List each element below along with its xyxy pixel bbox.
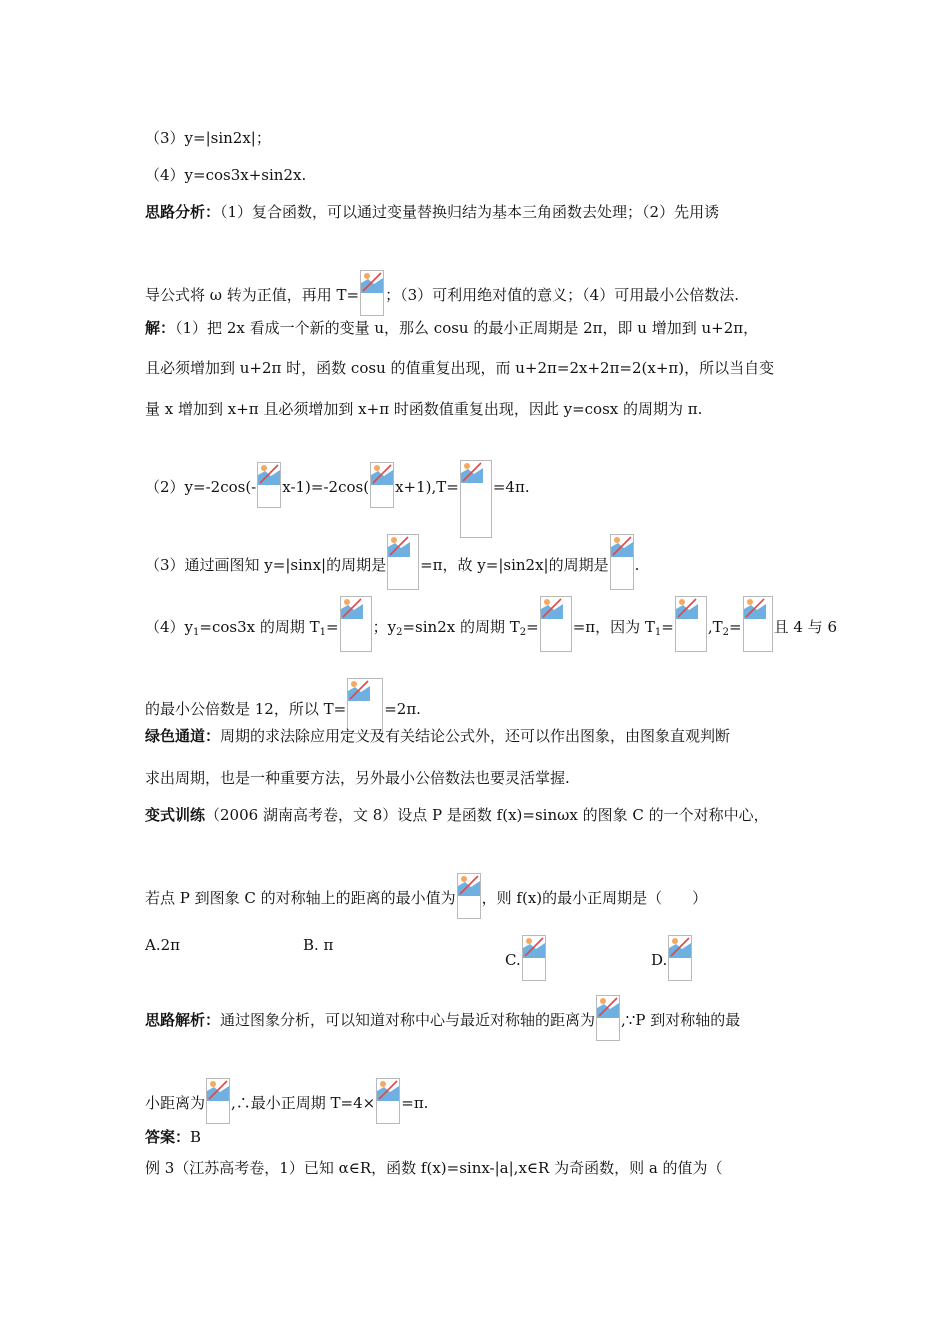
solution-line <box>145 318 758 338</box>
subscript: 2 <box>519 627 527 638</box>
text-span: =π. <box>401 1094 429 1112</box>
section-label: 思路解析： <box>145 1011 221 1029</box>
text-line <box>145 1078 428 1124</box>
text-span: = <box>729 618 742 636</box>
option-c <box>505 935 547 981</box>
tip-line <box>145 726 730 746</box>
text-span: ；y <box>372 618 397 636</box>
formula-image-icon <box>257 462 281 508</box>
text-span: ,∵P 到对称轴的最 <box>621 1011 741 1029</box>
text-line <box>145 460 530 538</box>
text-line: 求出周期，也是一种重要方法，另外最小公倍数法也要灵活掌握. <box>145 769 570 787</box>
formula-image-icon <box>522 935 546 981</box>
text-line <box>145 270 739 316</box>
text-line: （3）y=|sin2x|； <box>145 129 271 147</box>
text-line <box>145 534 639 590</box>
formula-image-icon <box>596 995 620 1041</box>
text-span: （3）通过画图知 y=|sinx|的周期是 <box>145 556 387 574</box>
exercise-line <box>145 805 769 825</box>
text-span: =π，因为 T <box>572 618 655 636</box>
text-span: 周期的求法除应用定义及有关结论公式外，还可以作出图象，由图象直观判断 <box>220 727 731 745</box>
text-span: 通过图象分析，可以知道对称中心与最近对称轴的距离为 <box>220 1011 596 1029</box>
text-span: =cos3x 的周期 T <box>199 618 320 636</box>
text-span: 的最小公倍数是 12，所以 T= <box>145 700 347 718</box>
text-span: （1）复合函数，可以通过变量替换归结为基本三角函数去处理；（2）先用诱 <box>220 203 720 221</box>
subscript: 1 <box>654 627 662 638</box>
text-span: = <box>661 618 674 636</box>
section-label: 答案： <box>145 1128 191 1146</box>
option-b: B. π <box>303 936 334 954</box>
formula-image-icon <box>376 1078 400 1124</box>
text-span: （2006 湖南高考卷，文 8）设点 P 是函数 f(x)=sinωx 的图象 C 的一个对称中心， <box>205 806 769 824</box>
text-line: （4）y=cos3x+sin2x. <box>145 166 307 184</box>
text-span: 且 4 与 6 <box>773 618 837 636</box>
section-label: 解： <box>145 319 176 337</box>
text-span: =sin2x 的周期 T <box>402 618 520 636</box>
text-line: 量 x 增加到 x+π 且必须增加到 x+π 时函数值重复出现，因此 y=cosx 的周期为 π. <box>145 400 703 418</box>
formula-image-icon <box>675 596 707 652</box>
text-span: （2）y=-2cos(- <box>145 478 257 496</box>
formula-image-icon <box>460 460 492 538</box>
text-span: B <box>190 1128 202 1146</box>
text-span: . <box>634 556 640 574</box>
option-d <box>651 935 693 981</box>
formula-image-icon <box>540 596 572 652</box>
option-a: A.2π <box>145 936 181 954</box>
section-label: 绿色通道： <box>145 727 221 745</box>
text-span: =2π. <box>384 700 421 718</box>
text-span: ,T <box>707 618 723 636</box>
subscript: 1 <box>193 627 200 638</box>
formula-image-icon <box>457 873 481 919</box>
analysis-line <box>145 202 719 222</box>
text-span: 若点 P 到图象 C 的对称轴上的距离的最小值为 <box>145 889 456 907</box>
text-span: = <box>526 618 539 636</box>
formula-image-icon <box>668 935 692 981</box>
text-line: 例 3（江苏高考卷，1）已知 α∈R，函数 f(x)=sinx-|a|,x∈R 为奇函数，则 a 的值为（ <box>145 1159 723 1177</box>
text-line: 且必须增加到 u+2π 时，函数 cosu 的值重复出现，而 u+2π=2x+2π=2(x+π)，所以当自变 <box>145 359 775 377</box>
formula-image-icon <box>370 462 394 508</box>
formula-image-icon <box>340 596 372 652</box>
formula-image-icon <box>743 596 773 652</box>
text-span: C. <box>505 951 521 969</box>
text-line <box>145 873 707 919</box>
formula-image-icon <box>206 1078 230 1124</box>
formula-image-icon <box>360 270 384 316</box>
text-span: ，则 f(x)的最小正周期是（ ） <box>481 889 708 907</box>
text-line <box>145 596 837 652</box>
answer-line <box>145 1127 201 1147</box>
section-label: 变式训练 <box>145 806 206 824</box>
text-span: 导公式将 ω 转为正值，再用 T= <box>145 286 360 304</box>
subscript: 2 <box>722 627 730 638</box>
analysis-line <box>145 995 740 1041</box>
text-span: 小距离为 <box>145 1094 206 1112</box>
text-span: ；（3）可利用绝对值的意义；（4）可用最小公倍数法. <box>385 286 739 304</box>
text-span: （1）把 2x 看成一个新的变量 u，那么 cosu 的最小正周期是 2π，即 u 增加到 u+2π， <box>175 319 759 337</box>
subscript: 1 <box>319 627 327 638</box>
formula-image-icon <box>610 534 634 590</box>
text-span: x+1),T= <box>395 478 459 496</box>
text-span: ,∴最小正周期 T=4× <box>231 1094 376 1112</box>
text-span: x-1)=-2cos( <box>282 478 370 496</box>
text-span: =π，故 y=|sin2x|的周期是 <box>420 556 609 574</box>
formula-image-icon <box>387 534 419 590</box>
subscript: 2 <box>396 627 403 638</box>
text-span: =4π. <box>492 478 530 496</box>
section-label: 思路分析： <box>145 203 221 221</box>
text-span: D. <box>651 951 668 969</box>
text-span: （4）y <box>145 618 194 636</box>
text-span: = <box>326 618 339 636</box>
